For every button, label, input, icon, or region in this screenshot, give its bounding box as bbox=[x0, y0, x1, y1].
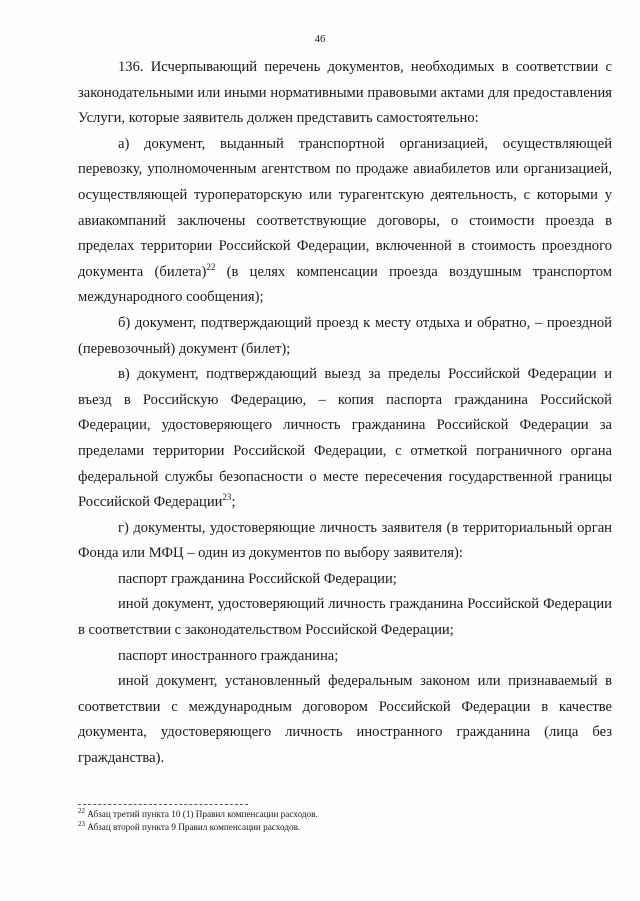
footnotes bbox=[78, 808, 598, 834]
footnote-ref-22: 22 bbox=[206, 261, 216, 272]
paragraph-a: а) документ, выданный транспортной организацией, осуществляющей перевозку, уполномоченным агентством по продаже авиабилетов или организацией, осуществляющей туроператорскую или турагентскую деятельность, с которыми у авиакомпаний заключены соответствующие договоры, о стоимости проезда в пределах территории Российской Федерации, включенной в стоимость проездного документа (билета)$^{22}$ (в целях компенсации проезда воздушным транспортом международного сообщения); bbox=[78, 135, 612, 306]
paragraph-g: г) документы, удостоверяющие личность заявителя (в территориальный орган Фонда или МФЦ – один из документов по выбору заявителя): bbox=[78, 519, 612, 562]
list-item-foreign-passport: паспорт иностранного гражданина; bbox=[118, 647, 339, 664]
paragraph-b: б) документ, подтверждающий проезд к месту отдыха и обратно, – проездной (перевозочный) документ (билет); bbox=[78, 314, 612, 357]
document-body bbox=[78, 55, 612, 772]
list-item-other-document-rf: иной документ, удостоверяющий личность гражданина Российской Федерации в соответствии с законодательством Российской Федерации; bbox=[78, 596, 612, 639]
footnote-23: $^{23}$ Абзац второй пункта 9 Правил компенсации расходов. bbox=[78, 819, 301, 832]
list-item-other-document-foreign: иной документ, установленный федеральным законом или признаваемый в соответствии с международным договором Российской Федерации в качестве документа, удостоверяющего личность иностранного гражданина (лица без гражданства). bbox=[78, 673, 612, 767]
footnote-ref-23: 23 bbox=[222, 492, 232, 503]
paragraph-v: в) документ, подтверждающий выезд за пределы Российской Федерации и въезд в Российскую Федерацию, – копия паспорта гражданина Российской Федерации, удостоверяющего личность гражданина Российской Федерации за пределами территории Российской Федерации, с отметкой пограничного органа федеральной службы безопасности о месте пересечения государственной границы Российской Федерации$^{23}$; bbox=[78, 366, 612, 511]
footnote-separator bbox=[78, 804, 248, 805]
footnote-22: $^{22}$ Абзац третий пункта 10 (1) Правил компенсации расходов. bbox=[78, 806, 318, 819]
paragraph-136: 136. Исчерпывающий перечень документов, необходимых в соответствии с законодательными или иными нормативными правовыми актами для предоставления Услуги, которые заявитель должен представить самостоятельно: bbox=[78, 59, 612, 127]
list-item-passport-rf: паспорт гражданина Российской Федерации; bbox=[118, 570, 397, 587]
page-number: 46 bbox=[314, 34, 326, 45]
